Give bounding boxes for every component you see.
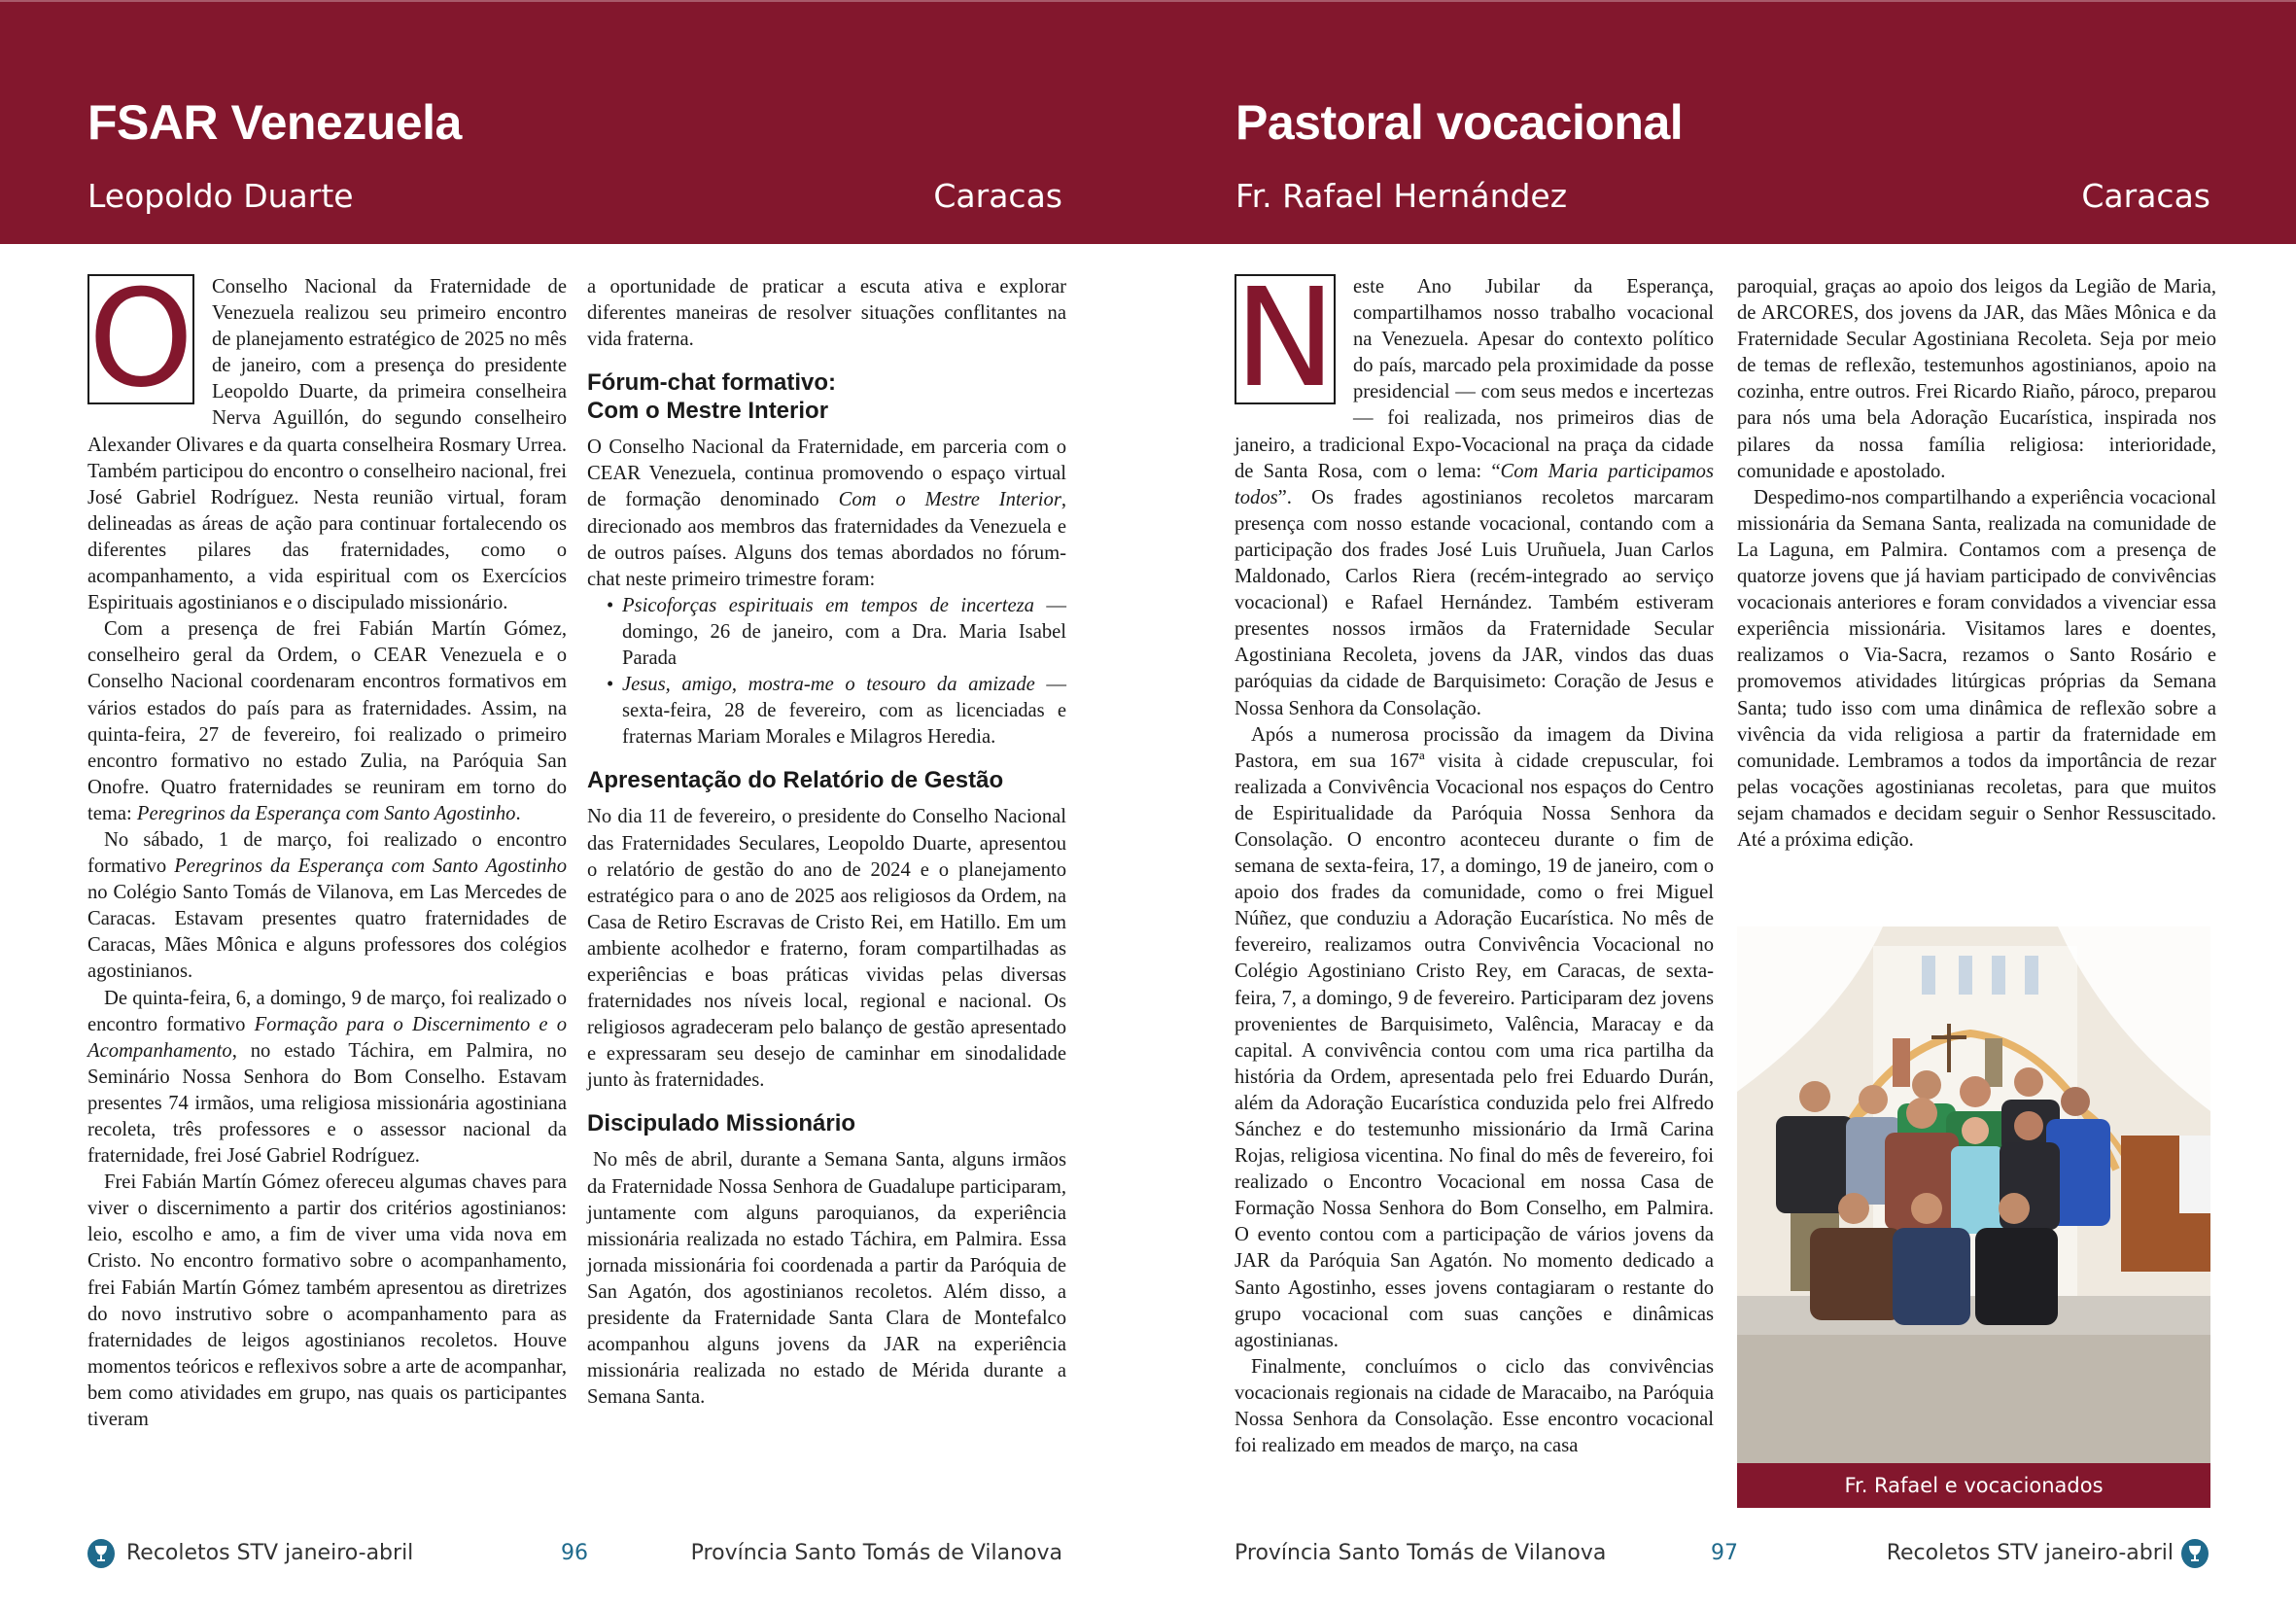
- paragraph: Finalmente, concluímos o ciclo das convivências vocacionais regionais na cidade de Maracaibo, na Paróquia Nossa Senhora da Consolação. Esse encontro vocacional foi realizado em meados de março, na casa: [1235, 1355, 1714, 1457]
- text-run: este Ano Jubilar da Esperança, compartilhamos nosso trabalho vocacional na Venezuela. Apesar do contexto político do país, marcado pela proximidade da posse presidencial — com seus medos e incertezas — foi realizada, nos primeiros dias de janeiro, a tradicional Expo-Vocacional na praça da cidade de Santa Rosa, com o lema: “: [1235, 276, 1714, 482]
- italic-text: Formação para o Discernimento e o Acompanhamento: [87, 1013, 567, 1062]
- text-run: , direcionado aos membros das fraternidades da Venezuela e de outros países. Alguns dos temas abordados no fórum-chat neste primeiro trimestre foram:: [587, 489, 1066, 590]
- photo-caption: Fr. Rafael e vocacionados: [1737, 1463, 2210, 1508]
- heading-line: Com o Mestre Interior: [587, 398, 829, 425]
- text-run: — sexta-feira, 28 de fevereiro, com as licenciadas e fraternas Mariam Morales e Milagros Heredia.: [622, 674, 1066, 749]
- right-column-1: [1234, 260, 1714, 1459]
- footer-magazine: Recoletos STV janeiro-abril: [1886, 1541, 2174, 1565]
- paragraph: paroquial, graças ao apoio dos leigos da Legião de Maria, de ARCORES, dos jovens da JAR, das Mães Mônica e da Fraternidade Secular Agostiniana Recoleta. Seja por meio de temas de reflexão, testemunhos agostinianos, apoio na cozinha, entre outros. Frei Ricardo Riaño, pároco, preparou para nós uma bela Adoração Eucarística, inspirada nos pilares da nossa família religiosa: interioridade, comunidade e apostolado.: [1737, 276, 2216, 482]
- drop-cap: O: [87, 261, 194, 417]
- paragraph: a oportunidade de praticar a escuta ativa e explorar diferentes maneiras de resolver situações conflitantes na vida fraterna.: [587, 276, 1066, 351]
- paragraph: No dia 11 de fevereiro, o presidente do Conselho Nacional das Fraternidades Seculares, Leopoldo Duarte, apresentou o relatório de gestão do ano de 2024 e o planejamento estratégico para o ano de 2025 aos religiosos da Ordem, na Casa de Retiro Escravas de Cristo Rei, em Hatillo. Em um ambiente acolhedor e fraterno, foram compartilhadas as experiências e boas práticas vividas pelas diversas fraternidades nos níveis local, regional e nacional. Os religiosos agradeceram pelo balanço de gestão apresentado e expressaram seu desejo de caminhar em sinodalidade junto às fraternidades.: [587, 806, 1066, 1092]
- chalice-icon: [2186, 1544, 2204, 1563]
- text-run: ”. Os frades agostinianos recoletos marcaram presença com nosso estande vocacional, contando com a participação dos frades José Luis Uruñuela, Juan Carlos Maldonado, Carlos Riera (recém-integrado ao serviço vocacional) e Rafael Hernández. Também estiveram presentes nossos irmãos da Fraternidade Secular Agostiniana Recoleta, jovens da JAR, vindos das duas paróquias da cidade de Barquisimeto: Coração de Jesus e Nossa Senhora da Consolação.: [1235, 486, 1714, 719]
- italic-text: Jesus, amigo, mostra-me o tesouro da amizade: [622, 674, 1035, 696]
- paragraph: Conselho Nacional da Fraternidade de Venezuela realizou seu primeiro encontro de planejamento estratégico de 2025 no mês de janeiro, com a presença do presidente Leopoldo Duarte, da primeira conselheira Nerva Aguillón, do segundo conselheiro Alexander Olivares e da quarta conselheira Rosmary Urrea. Também participou do encontro o conselheiro nacional, frei José Gabriel Rodríguez. Nesta reunião virtual, foram delineadas as áreas de ação para continuar fortalecendo os diferentes pilares das fraternidades, como o acompanhamento, a vida espiritual com os Exercícios Espirituais agostinianos e o discipulado missionário.: [87, 276, 567, 614]
- italic-text: Psicoforças espirituais em tempos de incerteza: [622, 594, 1034, 616]
- article-title: Pastoral vocacional: [1235, 95, 1684, 150]
- page-number: 97: [1711, 1541, 1738, 1565]
- stv-logo-icon: [2181, 1539, 2209, 1568]
- text-run: — domingo, 26 de janeiro, com a Dra. Maria Isabel Parada: [622, 594, 1066, 670]
- article-location: Caracas: [933, 177, 1062, 215]
- chalice-icon: [92, 1544, 110, 1563]
- text-run: .: [515, 802, 521, 824]
- list-item: [607, 672, 1066, 751]
- italic-text: Peregrinos da Esperança com Santo Agostinho: [136, 802, 516, 824]
- article-location: Caracas: [2081, 177, 2210, 215]
- text-run: No sábado, 1 de março, foi realizado o encontro formativo: [87, 828, 567, 878]
- italic-text: Com o Mestre Interior: [838, 489, 1061, 511]
- left-column-2: [587, 274, 1066, 1411]
- footer-province: Província Santo Tomás de Vilanova: [1235, 1541, 1607, 1565]
- paragraph: [87, 986, 567, 1171]
- page-number: 96: [561, 1541, 588, 1565]
- italic-text: Peregrinos da Esperança com Santo Agostinho: [174, 856, 568, 878]
- photo-image: [1737, 926, 2210, 1463]
- text-run: Com a presença de frei Fabián Martín Gómez, conselheiro geral da Ordem, o CEAR Venezuela e o Conselho Nacional coordenaram encontros formativos em vários estados do país para as fraternidades. Assim, na quinta-feira, 27 de fevereiro, foi realizado o primeiro encontro formativo no estado Zulia, na Paróquia San Onofre. Quatro fraternidades se reuniram em torno do tema:: [87, 618, 567, 824]
- article-author: Leopoldo Duarte: [87, 177, 354, 215]
- section-heading: [587, 368, 1066, 425]
- paragraph: No mês de abril, durante a Semana Santa, alguns irmãos da Fraternidade Nossa Senhora de Guadalupe participaram, juntamente com alguns paroquianos, da experiência missionária realizada no estado Táchira, em Palmira. Essa jornada missionária foi coordenada a partir da Paróquia de San Agatón, dos agostinianos recoletos. Além disso, a presidente da Fraternidade Santa Clara de Montefalco acompanhou alguns jovens da JAR na experiência missionária realizada no estado de Mérida durante a Semana Santa.: [587, 1149, 1066, 1409]
- left-page-header: [0, 2, 1148, 246]
- paragraph: [87, 616, 567, 827]
- article-author: Fr. Rafael Hernández: [1235, 177, 1568, 215]
- paragraph: Após a numerosa procissão da imagem da Divina Pastora, em sua 167ª visita à cidade crepuscular, foi realizada a Convivência Vocacional nos espaços do Centro de Espiritualidade da Paróquia Nossa Senhora da Consolação. O encontro aconteceu durante o fim de semana de sexta-feira, 17, a domingo, 19 de janeiro, com o apoio dos frades da comunidade, como o frei Miguel Núñez, que conduziu a Adoração Eucarística. No mês de fevereiro, realizamos outra Convivência Vocacional no Colégio Agostiniano Cristo Rey, em Caracas, de sexta-feira, 7, a domingo, 9 de fevereiro. Participaram dez jovens provenientes de Barquisimeto, Valência, Maracay e da capital. A convivência contou com uma rica partilha da história da Ordem, apresentada pelo frei Eduardo Durán, além da Adoração Eucarística conduzida pelo frei Alfredo Sánchez e do testemunho missionário da Irmã Carina Rojas, religiosa vicentina. No final do mês de fevereiro, foi realizado o Encontro Vocacional em nossa Casa de Formação Nossa Senhora do Bom Conselho, em Palmira. O evento contou com a participação de vários jovens da JAR da Paróquia San Agatón. No momento dedicado a Santo Agostinho, esses jovens contagiaram o restante do grupo vocacional com suas canções e dinâmicas agostinianas.: [1235, 723, 1714, 1351]
- church-group-illustration: [1737, 926, 2210, 1463]
- stv-logo-icon: [87, 1539, 115, 1568]
- paragraph: Frei Fabián Martín Gómez ofereceu algumas chaves para viver o discernimento a partir dos critérios agostinianos: leio, escolho e amo, a fim de viver uma vida nova em Cristo. No encontro formativo sobre o acompanhamento, frei Fabián Martín Gómez também apresentou as diretrizes do novo instrutivo sobre o acompanhamento para as fraternidades de leigos agostinianos recoletos. Houve momentos teóricos e reflexivos sobre a arte de acompanhar, bem como atividades em grupo, nas quais os participantes tiveram: [87, 1171, 567, 1431]
- italic-text: Com Maria participamos todos: [1235, 460, 1714, 508]
- text-run: no Colégio Santo Tomás de Vilanova, em Las Mercedes de Caracas. Estavam presentes quatro fraternidades de Caracas, Mães Mônica e alguns professores dos colégios agostinianos.: [87, 882, 567, 983]
- drop-cap: N: [1234, 260, 1337, 418]
- section-heading: Discipulado Missionário: [587, 1110, 856, 1137]
- paragraph: Despedimo-nos compartilhando a experiência vocacional missionária da Semana Santa, realizada na comunidade de La Laguna, em Palmira. Contamos com a presença de quatorze jovens que já haviam participado de convivências vocacionais anteriores e foram convidados a vivenciar essa experiência missionária. Visitamos lares e doentes, realizamos o Via-Sacra, rezamos o Santo Rosário e promovemos atividades litúrgicas próprias da Semana Santa; tudo isso com uma dinâmica de reflexão sobre a vivência da vida religiosa a partir da fraternidade em comunidade. Lembramos a todos da importância de rezar pelas vocações agostinianas recoletas, para que muitos sejam chamados e decidam seguir o Senhor Ressuscitado. Até a próxima edição.: [1737, 486, 2216, 851]
- section-heading: Apresentação do Relatório de Gestão: [587, 767, 1004, 794]
- topic-list: [607, 593, 1066, 752]
- left-column-1: [87, 261, 568, 1433]
- right-page-header: [1148, 2, 2296, 246]
- paragraph: [587, 435, 1066, 593]
- heading-line: Fórum-chat formativo:: [587, 369, 837, 397]
- header-band: [0, 0, 2296, 244]
- footer-province: Província Santo Tomás de Vilanova: [690, 1541, 1062, 1565]
- text-run: De quinta-feira, 6, a domingo, 9 de março, foi realizado o encontro formativo: [87, 987, 567, 1035]
- group-photo: [1737, 926, 2210, 1508]
- paragraph: [87, 827, 567, 986]
- text-run: O Conselho Nacional da Fraternidade, em parceria com o CEAR Venezuela, continua promovendo o espaço virtual de formação denominado: [587, 437, 1066, 511]
- right-column-2: [1737, 274, 2216, 854]
- footer-magazine: Recoletos STV janeiro-abril: [126, 1541, 414, 1565]
- article-title: FSAR Venezuela: [87, 95, 462, 150]
- list-item: [607, 593, 1066, 672]
- text-run: , no estado Táchira, em Palmira, no Seminário Nossa Senhora do Bom Conselho. Estavam presentes 74 irmãos, uma religiosa missionária agostiniana recoleta, três professores e o assessor nacional da fraternidade, frei José Gabriel Rodríguez.: [87, 1039, 567, 1168]
